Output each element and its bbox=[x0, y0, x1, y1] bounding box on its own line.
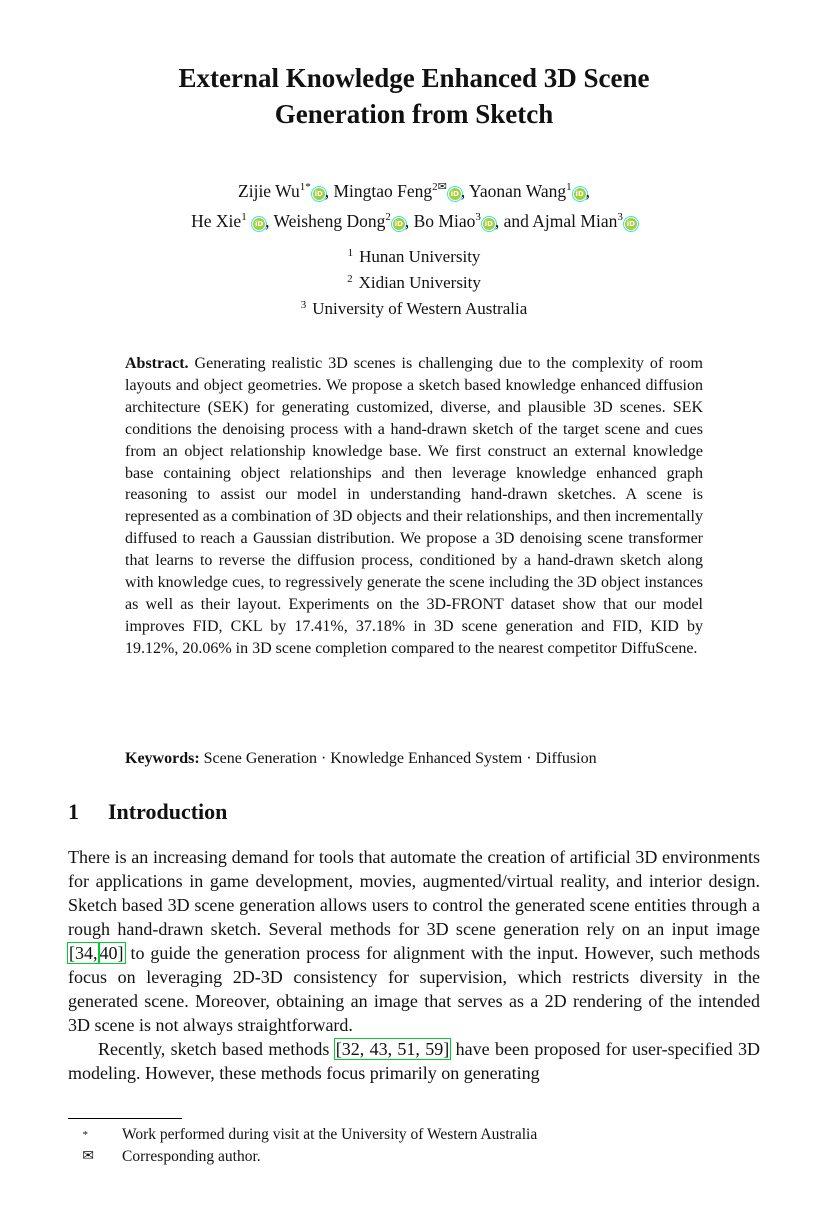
orcid-icon[interactable]: iD bbox=[314, 190, 323, 198]
affiliation: $^3$ University of Western Australia bbox=[300, 299, 528, 318]
footnote-mark: * bbox=[82, 1129, 88, 1141]
author: and Ajmal Mian$^3$iD bbox=[503, 211, 635, 231]
orcid-icon[interactable]: iD bbox=[484, 220, 493, 228]
citation-link[interactable]: 40] bbox=[99, 943, 124, 963]
envelope-icon: ✉ bbox=[82, 1149, 94, 1164]
footnote-rule bbox=[68, 1118, 182, 1119]
author: He Xie$^1$ iD bbox=[191, 211, 264, 231]
affiliations bbox=[0, 242, 828, 320]
abstract-label: Abstract. bbox=[125, 355, 189, 372]
section-heading bbox=[68, 797, 227, 827]
orcid-icon[interactable]: iD bbox=[450, 190, 459, 198]
footnotes bbox=[68, 1124, 768, 1168]
title-line-1: External Knowledge Enhanced 3D Scene bbox=[178, 63, 650, 93]
footnote bbox=[68, 1146, 768, 1168]
author: Zijie $Wu^{1*}iD$ bbox=[238, 181, 323, 201]
orcid-icon[interactable]: iD bbox=[394, 220, 403, 228]
keywords bbox=[125, 748, 725, 770]
paper-title bbox=[0, 60, 828, 132]
orcid-icon[interactable]: iD bbox=[626, 220, 635, 228]
section-number: 1 bbox=[68, 799, 79, 824]
citation-link[interactable]: [32, 43, 51, 59] bbox=[335, 1039, 450, 1059]
paragraph: Recently, sketch based methods [32, 43, 51, 59] have been proposed for user-specified 3D modeling. However, these methods focus primarily on generating bbox=[68, 1039, 760, 1083]
author-line-2: He Xie$^1$ iD , Weisheng Dong$^2$iD , Bo Miao$^3$iD , and Ajmal Mian$^3$iD bbox=[191, 211, 635, 231]
orcid-icon[interactable]: iD bbox=[575, 190, 584, 198]
author: Mingtao Feng$^{2✉}$iD bbox=[333, 181, 459, 201]
keywords-text: Scene Generation · Knowledge Enhanced System · Diffusion bbox=[203, 750, 597, 767]
citation-link[interactable]: [34, bbox=[69, 943, 98, 963]
author-list bbox=[0, 174, 828, 234]
abstract bbox=[125, 353, 703, 660]
footnote bbox=[68, 1124, 768, 1146]
title-line-2: Generation from Sketch bbox=[274, 99, 554, 129]
affiliation: $^1$ Hunan University bbox=[347, 247, 481, 266]
footnote-text: Work performed during visit at the University of Western Australia bbox=[122, 1126, 538, 1143]
author-line-1: Zijie $Wu^{1*}iD$ , Mingtao Feng$^{2✉}$iD , Yaonan Wang$^1$iD , bbox=[238, 181, 590, 201]
abstract-text: Generating realistic 3D scenes is challenging due to the complexity of room layouts and object geometries. We propose a sketch based knowledge enhanced diffusion architecture (SEK) for generating customized, diverse, and plausible 3D scenes. SEK conditions the denoising process with a hand-drawn sketch of the target scene and cues from an object relationship knowledge base. We first construct an external knowledge base containing object relationships and then leverage knowledge enhanced graph reasoning to assist our model in understanding hand-drawn sketches. A scene is represented as a combination of 3D objects and their relationships, and then incrementally diffused to reach a Gaussian distribution. We propose a 3D denoising scene transformer that learns to reverse the diffusion process, conditioned by a hand-drawn sketch along with knowledge cues, to regressively generate the scene including the 3D object instances as well as their layout. Experiments on the 3D-FRONT dataset show that our model improves FID, CKL by 17.41%, 37.18% in 3D scene generation and FID, KID by 19.12%, 20.06% in 3D scene completion compared to the nearest competitor DiffuScene. bbox=[125, 355, 703, 657]
intro-body bbox=[68, 845, 760, 1085]
affiliation: $^2$ Xidian University bbox=[347, 273, 481, 292]
author: Bo Miao$^3$iD bbox=[413, 211, 493, 231]
author: Yaonan Wang$^1$iD bbox=[468, 181, 584, 201]
footnote-text: Corresponding author. bbox=[122, 1148, 261, 1165]
keywords-label: Keywords: bbox=[125, 750, 200, 767]
paragraph: There is an increasing demand for tools that automate the creation of artificial 3D environments for applications in game development, movies, augmented/virtual reality, and interior design. Sketch based 3D scene generation allows users to control the generated scene entities through a rough hand-drawn sketch. Several methods for 3D scene generation rely on an input image [34, 40] to guide the generation process for alignment with the input. However, such methods focus on leveraging 2D-3D consistency for supervision, which restricts diversity in the generated scene. Moreover, obtaining an image that serves as a 2D rendering of the intended 3D scene is not always straightforward. bbox=[68, 847, 760, 1035]
author: Weisheng Dong$^2$iD bbox=[273, 211, 403, 231]
section-title: Introduction bbox=[108, 799, 228, 824]
orcid-icon[interactable]: iD bbox=[254, 220, 264, 228]
